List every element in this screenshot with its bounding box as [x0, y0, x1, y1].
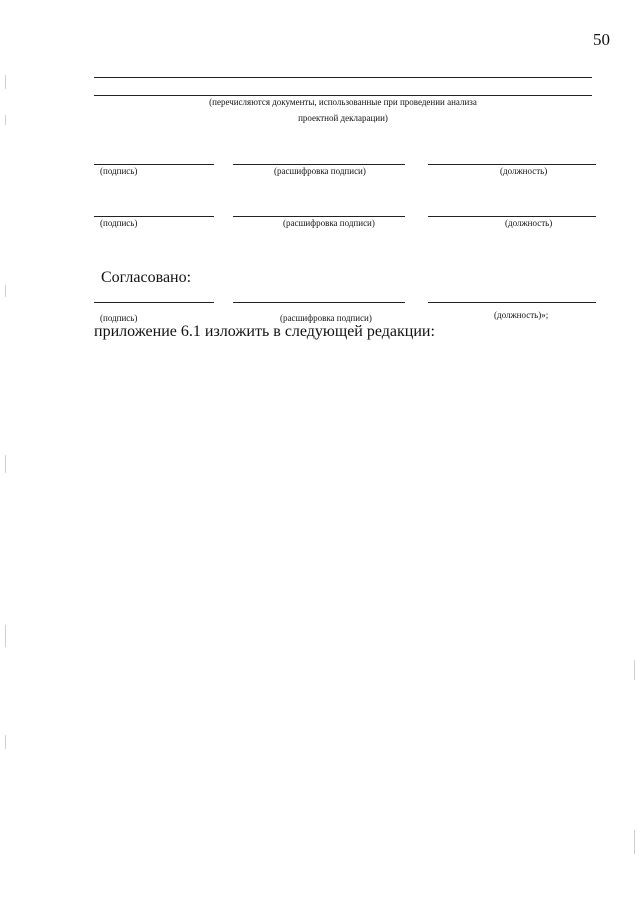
documents-caption-line2: проектной декларации) [298, 113, 388, 123]
page-number: 50 [593, 30, 610, 49]
agreed-signature-label: (подпись) [100, 313, 138, 323]
scan-artifact-left-2 [5, 115, 6, 125]
agreed-position-line [428, 302, 596, 303]
agreed-position-label: (должность)»; [494, 310, 549, 320]
scan-artifact-left-3 [5, 285, 6, 297]
documents-line-2 [94, 95, 592, 96]
position-label-1: (должность) [500, 166, 548, 176]
agreed-heading: Согласовано: [101, 269, 192, 286]
scan-artifact-left-6 [5, 735, 6, 749]
documents-caption-line1: (перечисляются документы, использованные при проведении анализа [209, 97, 477, 107]
scan-artifact-left-5 [5, 625, 6, 647]
documents-line-1 [94, 77, 592, 78]
decoding-label-1: (расшифровка подписи) [274, 166, 366, 176]
signature-label-1: (подпись) [100, 166, 138, 176]
decoding-line-2 [233, 216, 405, 217]
signature-line-1 [94, 164, 214, 165]
scan-artifact-left-4 [5, 455, 6, 473]
agreed-decoding-line [233, 302, 405, 303]
scan-artifact-left-1 [5, 75, 6, 89]
position-label-2: (должность) [505, 218, 553, 228]
position-line-1 [428, 164, 596, 165]
scan-artifact-right-2 [634, 830, 635, 854]
signature-label-2: (подпись) [100, 218, 138, 228]
scan-artifact-right-1 [634, 660, 635, 680]
decoding-line-1 [233, 164, 405, 165]
decoding-label-2: (расшифровка подписи) [283, 218, 375, 228]
agreed-signature-line [94, 302, 214, 303]
appendix-instruction: приложение 6.1 изложить в следующей редакции: [94, 323, 435, 340]
position-line-2 [428, 216, 596, 217]
agreed-decoding-label: (расшифровка подписи) [280, 313, 372, 323]
signature-line-2 [94, 216, 214, 217]
